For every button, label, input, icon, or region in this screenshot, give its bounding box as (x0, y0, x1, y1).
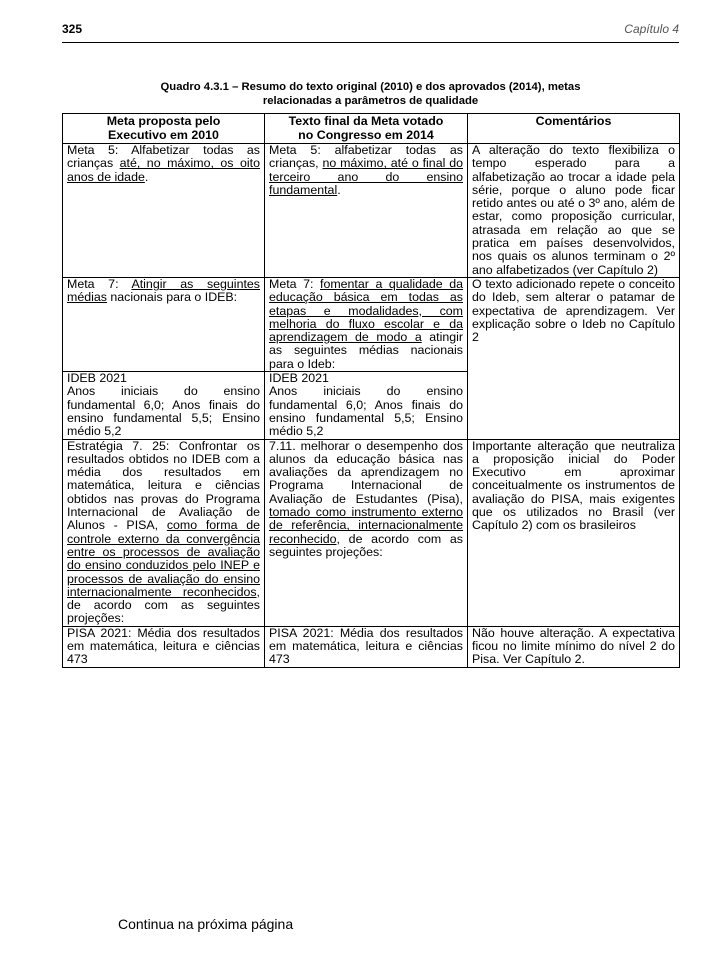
cell-pisa-2010: PISA 2021: Média dos resultados em matemática, leitura e ciências 473 (63, 626, 265, 667)
cell-ideb-2010: IDEB 2021 Anos iniciais do ensino fundamental 6,0; Anos finais do ensino fundamental 5,5; Ensino médio 5,2 (63, 372, 265, 439)
chapter-label: Capítulo 4 (624, 22, 679, 36)
comparison-table (62, 113, 680, 668)
cell-meta7-2010: Meta 7: Atingir as seguintes médias nacionais para o IDEB: (63, 277, 265, 371)
table-row-meta-5 (63, 144, 680, 278)
table-row-estrategia (63, 439, 680, 626)
cell-ideb-2014: IDEB 2021 Anos iniciais do ensino fundamental 6,0; Anos finais do ensino fundamental 5,5; Ensino médio 5,2 (265, 372, 468, 439)
table-row-pisa (63, 626, 680, 667)
cell-meta7-comentario: O texto adicionado repete o conceito do Ideb, sem alterar o patamar de expectativa de aprendizagem. Ver explicação sobre o Ideb no Capítulo 2 (468, 277, 680, 439)
cell-meta7-2014: Meta 7: fomentar a qualidade da educação básica em todas as etapas e modalidades, com melhoria do fluxo escolar e da aprendizagem de modo a atingir as seguintes médias nacionais para o Ideb: (265, 277, 468, 371)
page-number: 325 (62, 22, 83, 36)
header-congresso-2014: Texto final da Meta votado no Congresso em 2014 (265, 114, 468, 144)
cell-meta5-2010: Meta 5: Alfabetizar todas as crianças até, no máximo, os oito anos de idade. (63, 144, 265, 278)
cell-meta5-2014: Meta 5: alfabetizar todas as crianças, no máximo, até o final do terceiro ano do ensino fundamental. (265, 144, 468, 278)
caption-line-1: Quadro 4.3.1 – Resumo do texto original (2010) e dos aprovados (2014), metas (160, 81, 581, 93)
cell-pisa-comentario: Não houve alteração. A expectativa ficou no limite mínimo do nível 2 do Pisa. Ver Capítulo 2. (468, 626, 680, 667)
continuation-note: Continua na próxima página (118, 916, 294, 932)
caption-line-2: relacionadas a parâmetros de qualidade (262, 95, 479, 107)
cell-estrategia-2014: 7.11. melhorar o desempenho dos alunos da educação básica nas avaliações da aprendizagem no Programa Internacional de Avaliação de Estudantes (Pisa), tomado como instrumento externo de referência, internacionalmente reconhecido, de acordo com as seguintes projeções: (265, 439, 468, 626)
cell-meta5-comentario: A alteração do texto flexibiliza o tempo esperado para a alfabetização ao trocar a idade pela série, porque o aluno pode ficar retido antes ou até o 3º ano, além de estar, como proposição curricular, atrasada em relação ao que se pratica em países desenvolvidos, nos quais os alunos terminam o 2º ano alfabetizados (ver Capítulo 2) (468, 144, 680, 278)
page-header (62, 22, 679, 43)
header-comentarios: Comentários (468, 114, 680, 144)
header-executivo-2010: Meta proposta pelo Executivo em 2010 (63, 114, 265, 144)
table-caption (62, 80, 679, 108)
table-row-meta-7 (63, 277, 680, 371)
table-header-row (63, 114, 680, 144)
cell-estrategia-2010: Estratégia 7. 25: Confrontar os resultados obtidos no IDEB com a média dos resultados em matemática, leitura e ciências obtidos nas provas do Programa Internacional de Avaliação de Alunos - PISA, como forma de controle externo da convergência entre os processos de avaliação do ensino conduzidos pelo INEP e processos de avaliação do ensino internacionalmente reconhecidos, de acordo com as seguintes projeções: (63, 439, 265, 626)
cell-pisa-2014: PISA 2021: Média dos resultados em matemática, leitura e ciências 473 (265, 626, 468, 667)
cell-estrategia-comentario: Importante alteração que neutraliza a proposição inicial do Poder Executivo em aproximar conceitualmente os instrumentos de avaliação do PISA, mais exigentes que os utilizados no Brasil (ver Capítulo 2) com os brasileiros (468, 439, 680, 626)
